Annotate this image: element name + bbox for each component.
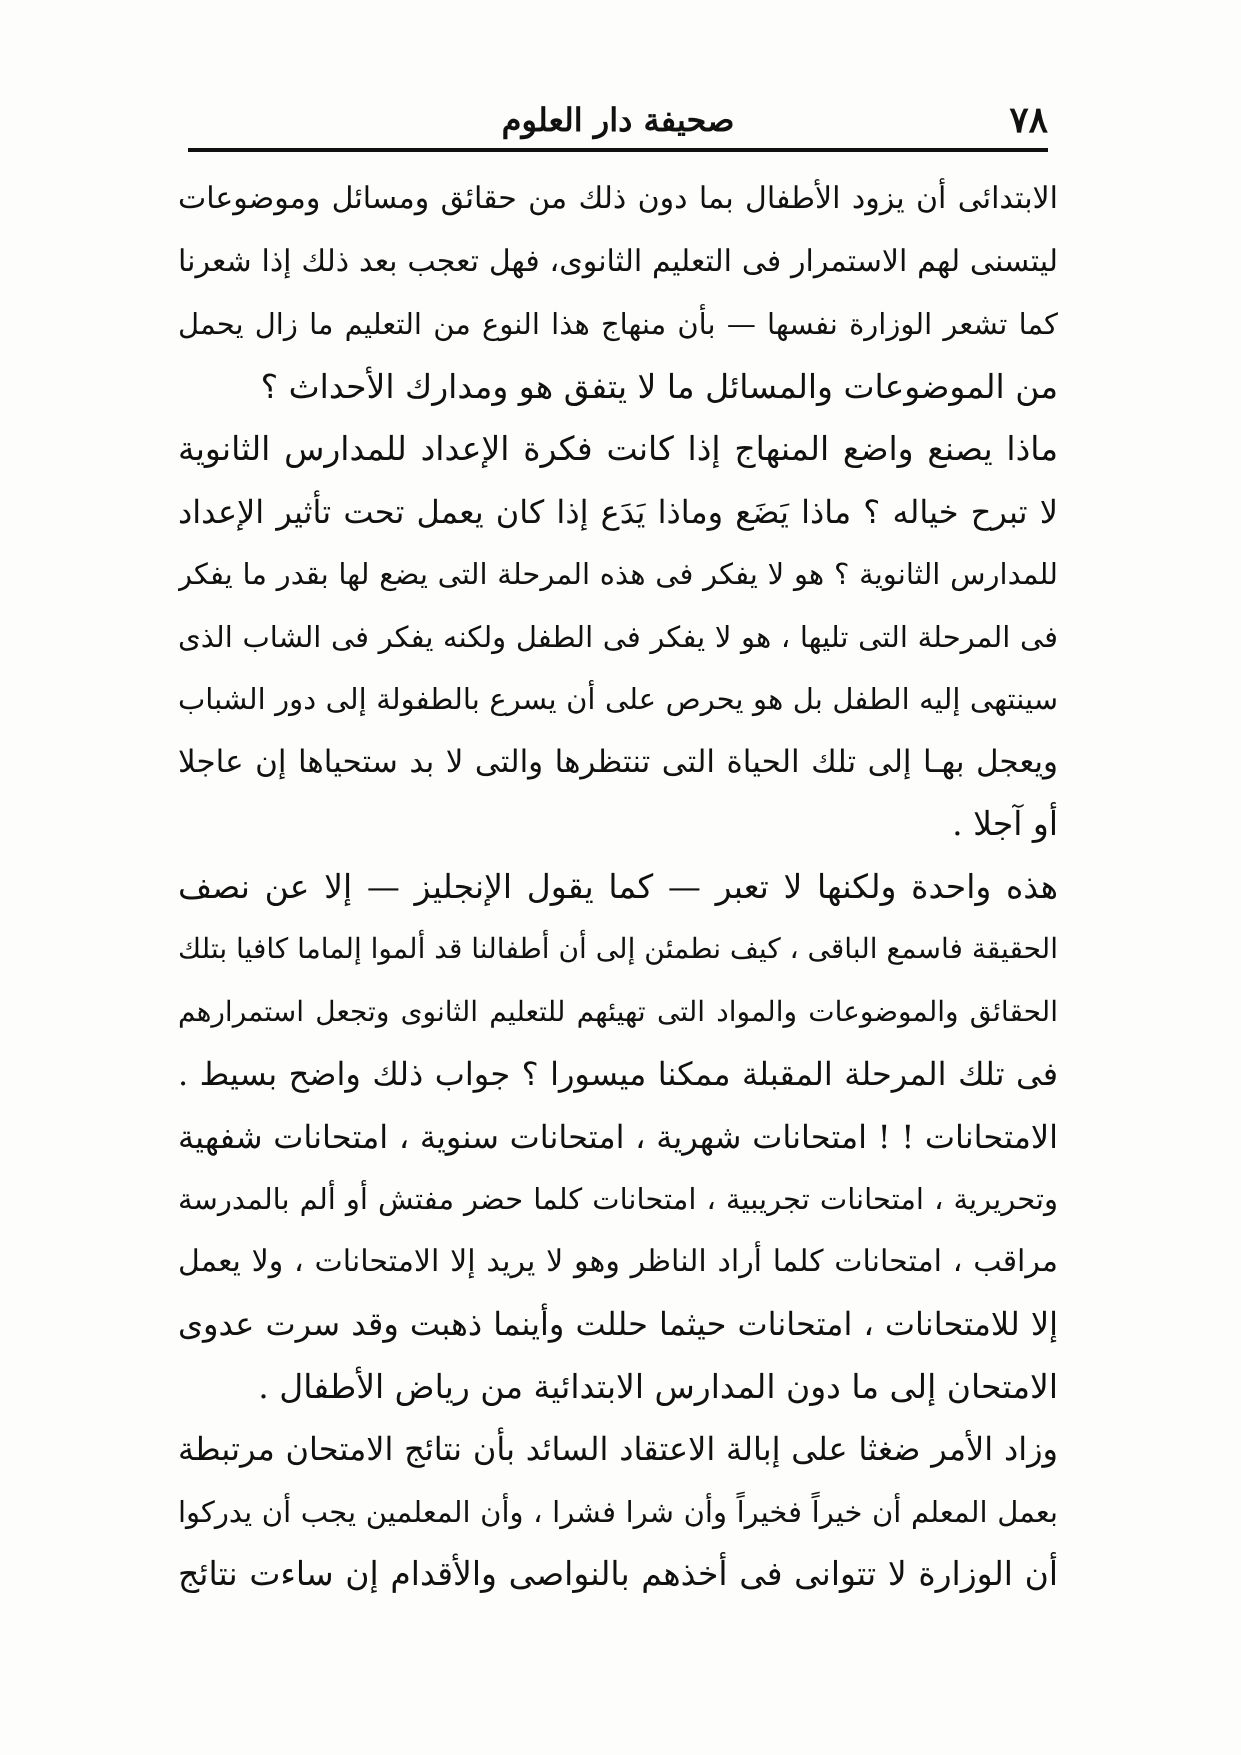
text-line: إلا للامتحانات ، امتحانات حيثما حللت وأينما ذهبت وقد سرت عدوى	[178, 1305, 1058, 1343]
running-title: صحيفة دار العلوم	[501, 101, 735, 139]
body-text	[178, 168, 1058, 1606]
text-line: من الموضوعات والمسائل ما لا يتفق هو ومدارك الأحداث ؟	[260, 366, 1058, 406]
text-line: الابتدائى أن يزود الأطفال بما دون ذلك من حقائق ومسائل وموضوعات	[178, 181, 1058, 216]
text-line: الامتحان إلى ما دون المدارس الابتدائية من رياض الأطفال .	[258, 1366, 1058, 1406]
text-line: الامتحانات ! ! امتحانات شهرية ، امتحانات سنوية ، امتحانات شفهية	[178, 1117, 1058, 1156]
text-line: ويعجل بهـا إلى تلك الحياة التى تنتظرها والتى لا بد ستحياها إن عاجلا	[178, 743, 1058, 780]
page-number: ٧٨	[1009, 99, 1048, 141]
text-line: فى المرحلة التى تليها ، هو لا يفكر فى الطفل ولكنه يفكر فى الشاب الذى	[178, 619, 1058, 654]
page-header	[188, 92, 1048, 148]
text-line: لا تبرح خياله ؟ ماذا يَضَع وماذا يَدَع إذا كان يعمل تحت تأثير الإعداد	[178, 492, 1058, 531]
text-line: أن الوزارة لا تتوانى فى أخذهم بالنواصى والأقدام إن ساءت نتائج	[178, 1554, 1058, 1593]
text-line: كما تشعر الوزارة نفسها — بأن منهاج هذا النوع من التعليم ما زال يحمل	[178, 307, 1058, 341]
text-line: وزاد الأمر ضغثا على إبالة الاعتقاد السائد بأن نتائج الامتحان مرتبطة	[178, 1430, 1058, 1468]
text-line: الحقيقة فاسمع الباقى ، كيف نطمئن إلى أن أطفالنا قد ألموا إلماما كافيا بتلك	[178, 932, 1058, 965]
text-line: ليتسنى لهم الاستمرار فى التعليم الثانوى، فهل تعجب بعد ذلك إذا شعرنا	[178, 243, 1058, 279]
text-line: الحقائق والموضوعات والمواد التى تهيئهم للتعليم الثانوى وتجعل استمرارهم	[178, 994, 1058, 1028]
text-line: مراقب ، امتحانات كلما أراد الناظر وهو لا يريد إلا الامتحانات ، ولا يعمل	[178, 1243, 1058, 1279]
text-line: وتحريرية ، امتحانات تجريبية ، امتحانات كلما حضر مفتش أو ألم بالمدرسة	[178, 1182, 1058, 1216]
header-rule	[188, 148, 1048, 152]
text-line: سينتهى إليه الطفل بل هو يحرص على أن يسرع بالطفولة إلى دور الشباب	[178, 682, 1058, 716]
text-line: هذه واحدة ولكنها لا تعبر — كما يقول الإنجليز — إلا عن نصف	[178, 866, 1058, 906]
text-line: بعمل المعلم أن خيراً فخيراً وأن شرا فشرا ، وأن المعلمين يجب أن يدركوا	[178, 1494, 1058, 1529]
text-line: فى تلك المرحلة المقبلة ممكنا ميسورا ؟ جواب ذلك واضح بسيط .	[178, 1055, 1058, 1093]
text-line: ماذا يصنع واضع المنهاج إذا كانت فكرة الإعداد للمدارس الثانوية	[178, 429, 1058, 468]
text-line: للمدارس الثانوية ؟ هو لا يفكر فى هذه المرحلة التى يضع لها بقدر ما يفكر	[178, 557, 1058, 591]
text-line: أو آجلا .	[952, 804, 1058, 843]
